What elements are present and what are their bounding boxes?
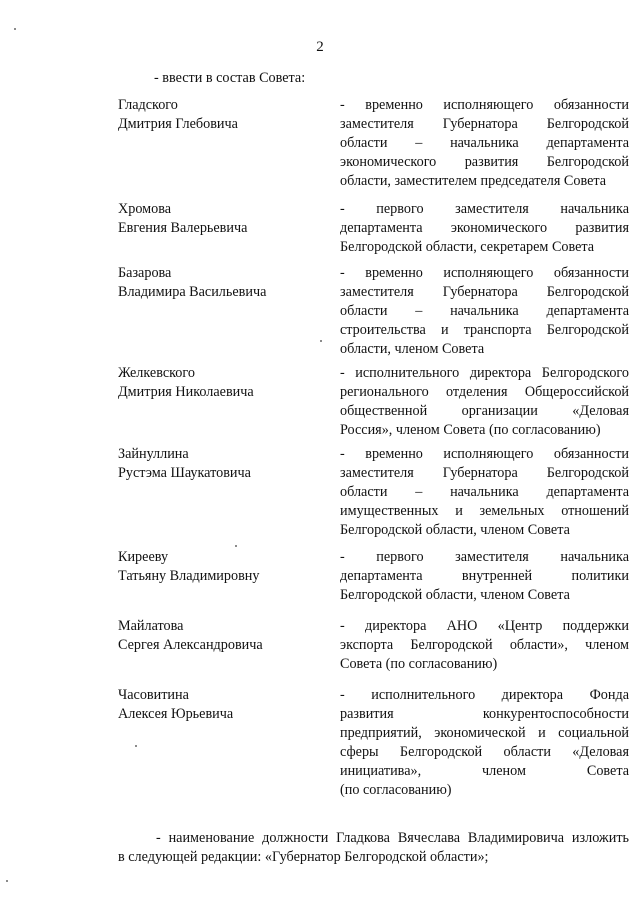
member-role xyxy=(340,364,629,440)
member-role xyxy=(340,617,629,674)
role-line: области – начальника департамента xyxy=(340,303,629,319)
scan-speck xyxy=(235,545,237,547)
role-line: Россия», членом Совета (по согласованию) xyxy=(340,422,601,438)
role-line: предприятий, экономической и социальной xyxy=(340,725,629,741)
role-line: Белгородской области, членом Совета xyxy=(340,522,570,538)
member-given-names: Дмитрия Глебовича xyxy=(118,116,238,132)
member-surname: Гладского xyxy=(118,97,178,113)
member-name xyxy=(118,445,251,483)
role-line: - временно исполняющего обязанности xyxy=(340,97,629,113)
role-line: сферы Белгородской области «Деловая xyxy=(340,744,629,760)
role-line: области – начальника департамента xyxy=(340,135,629,151)
role-line: области, членом Совета xyxy=(340,341,485,357)
member-role xyxy=(340,200,629,257)
role-line: области, заместителем председателя Совета xyxy=(340,173,607,189)
scan-speck xyxy=(135,745,137,747)
member-name xyxy=(118,200,247,238)
role-line: Белгородской области, секретарем Совета xyxy=(340,239,595,255)
scan-speck xyxy=(14,28,16,30)
member-role xyxy=(340,548,629,605)
role-line: области – начальника департамента xyxy=(340,484,629,500)
scan-speck xyxy=(320,340,322,342)
member-given-names: Алексея Юрьевича xyxy=(118,706,234,722)
member-role xyxy=(340,445,629,540)
member-role xyxy=(340,264,629,359)
role-line: развития конкурентоспособности xyxy=(340,706,629,722)
member-name xyxy=(118,264,266,302)
member-name xyxy=(118,548,259,586)
role-line: - директора АНО «Центр поддержки xyxy=(340,618,629,634)
member-surname: Хромова xyxy=(118,201,172,217)
role-line: заместителя Губернатора Белгородской xyxy=(340,116,629,132)
role-line: инициатива», членом Совета xyxy=(340,763,629,779)
role-line: строительства и транспорта Белгородской xyxy=(340,322,629,338)
member-given-names: Сергея Александровича xyxy=(118,637,263,653)
role-line: - первого заместителя начальника xyxy=(340,549,629,565)
scan-speck xyxy=(6,880,8,882)
member-given-names: Татьяну Владимировну xyxy=(118,568,260,584)
intro-line: - ввести в состав Совета: xyxy=(154,70,306,86)
closing-line: - наименование должности Гладкова Вячеслава Владимировича изложить xyxy=(156,830,629,846)
role-line: департамента экономического развития xyxy=(340,220,629,236)
member-name xyxy=(118,686,233,724)
member-name xyxy=(118,96,238,134)
role-line: - временно исполняющего обязанности xyxy=(340,265,629,281)
role-line: Совета (по согласованию) xyxy=(340,656,498,672)
role-line: департамента внутренней политики xyxy=(340,568,629,584)
closing-line: в следующей редакции: «Губернатор Белгородской области»; xyxy=(118,849,489,865)
member-given-names: Дмитрия Николаевича xyxy=(118,384,254,400)
member-given-names: Владимира Васильевича xyxy=(118,284,267,300)
member-role xyxy=(340,686,629,800)
member-role xyxy=(340,96,629,191)
member-given-names: Евгения Валерьевича xyxy=(118,220,248,236)
member-name xyxy=(118,617,263,655)
role-line: экономического развития Белгородской xyxy=(340,154,629,170)
role-line: - исполнительного директора Фонда xyxy=(340,687,629,703)
role-line: регионального отделения Общероссийской xyxy=(340,384,629,400)
role-line: заместителя Губернатора Белгородской xyxy=(340,465,629,481)
role-line: общественной организации «Деловая xyxy=(340,403,629,419)
role-line: Белгородской области, членом Совета xyxy=(340,587,570,603)
member-name xyxy=(118,364,254,402)
role-line: - исполнительного директора Белгородского xyxy=(340,365,629,381)
role-line: - временно исполняющего обязанности xyxy=(340,446,629,462)
member-surname: Базарова xyxy=(118,265,172,281)
member-surname: Майлатова xyxy=(118,618,184,634)
member-surname: Часовитина xyxy=(118,687,189,703)
closing-paragraph xyxy=(118,829,629,867)
member-surname: Зайнуллина xyxy=(118,446,189,462)
page-number: 2 xyxy=(316,39,324,55)
role-line: заместителя Губернатора Белгородской xyxy=(340,284,629,300)
member-surname: Желкевского xyxy=(118,365,195,381)
member-surname: Кирееву xyxy=(118,549,169,565)
member-given-names: Рустэма Шаукатовича xyxy=(118,465,251,481)
role-line: (по согласованию) xyxy=(340,782,452,798)
role-line: - первого заместителя начальника xyxy=(340,201,629,217)
role-line: имущественных и земельных отношений xyxy=(340,503,629,519)
role-line: экспорта Белгородской области», членом xyxy=(340,637,629,653)
